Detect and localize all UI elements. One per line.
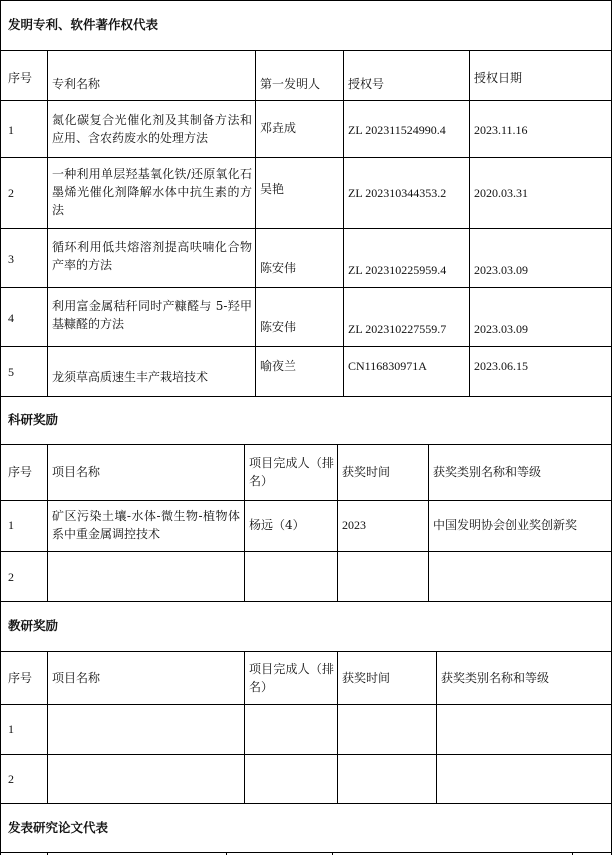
rule — [0, 50, 612, 51]
research-time: 2023 — [342, 518, 366, 532]
col-header-name: 项目名称 — [52, 671, 101, 685]
row-no: 5 — [8, 365, 14, 379]
col-header-no: 序号 — [8, 465, 33, 479]
section-title-research: 科研奖励 — [8, 412, 59, 427]
patent-number: ZL 202310225959.4 — [348, 263, 447, 277]
rule — [47, 651, 48, 803]
rule — [0, 803, 612, 804]
patent-date: 2023.03.09 — [474, 322, 528, 336]
patent-number: ZL 202311524990.4 — [348, 123, 446, 137]
research-award: 中国发明协会创业奖创新奖 — [433, 518, 578, 532]
patent-date: 2020.03.31 — [474, 186, 528, 200]
rule — [0, 287, 612, 288]
rule — [0, 551, 612, 552]
rule — [244, 444, 245, 601]
patent-name: 龙须草高质速生丰产栽培技术 — [52, 370, 209, 384]
rule — [0, 157, 612, 158]
rule — [337, 444, 338, 601]
col-header-inventor: 第一发明人 — [260, 77, 321, 91]
col-header-name: 专利名称 — [52, 77, 101, 91]
row-no: 2 — [8, 570, 14, 584]
patent-number: ZL 202310227559.7 — [348, 322, 447, 336]
col-header-no: 序号 — [8, 671, 33, 685]
patent-number: ZL 202310344353.2 — [348, 186, 447, 200]
row-no: 2 — [8, 186, 14, 200]
col-header-award: 获奖类别名称和等级 — [441, 671, 550, 685]
row-no: 1 — [8, 518, 14, 532]
col-header-time: 获奖时间 — [342, 671, 391, 685]
patent-name: 一种利用单层羟基氧化铁/还原氧化石墨烯光催化剂降解水体中抗生素的方法 — [52, 167, 252, 217]
research-name: 矿区污染土壤-水体-微生物-植物体系中重金属调控技术 — [52, 509, 240, 541]
rule — [0, 444, 612, 445]
rule — [0, 651, 612, 652]
patent-inventor: 邓垚成 — [260, 121, 297, 135]
rule — [0, 396, 612, 397]
rule — [0, 100, 612, 101]
patent-number: CN116830971A — [348, 359, 427, 373]
rule — [428, 444, 429, 601]
rule — [0, 0, 1, 855]
rule — [0, 754, 612, 755]
row-no: 1 — [8, 722, 14, 736]
patent-date: 2023.06.15 — [474, 359, 528, 373]
section-title-teaching: 教研奖励 — [8, 618, 59, 633]
rule — [337, 651, 338, 803]
col-header-no: 序号 — [8, 71, 33, 85]
row-no: 3 — [8, 252, 14, 266]
col-header-number: 授权号 — [348, 77, 385, 91]
rule — [0, 601, 612, 602]
patent-name: 利用富金属秸秆同时产糠醛与 5-羟甲基糠醛的方法 — [52, 299, 252, 331]
col-header-time: 获奖时间 — [342, 465, 391, 479]
patent-inventor: 吴艳 — [260, 182, 285, 196]
rule — [469, 50, 470, 396]
row-no: 1 — [8, 123, 14, 137]
patent-date: 2023.11.16 — [474, 123, 528, 137]
rule — [611, 0, 612, 855]
col-header-award: 获奖类别名称和等级 — [433, 465, 542, 479]
patent-inventor: 陈安伟 — [260, 320, 297, 334]
patent-inventor: 喻夜兰 — [260, 359, 297, 373]
rule — [244, 651, 245, 803]
patent-name: 氮化碳复合光催化剂及其制备方法和应用、含农药废水的处理方法 — [52, 113, 252, 145]
row-no: 4 — [8, 311, 14, 325]
patent-date: 2023.03.09 — [474, 263, 528, 277]
rule — [0, 852, 612, 853]
row-no: 2 — [8, 772, 14, 786]
col-header-name: 项目名称 — [52, 465, 101, 479]
rule — [343, 50, 344, 396]
col-header-date: 授权日期 — [474, 71, 523, 85]
rule — [47, 50, 48, 396]
rule — [436, 651, 437, 803]
research-person: 杨远（4） — [249, 518, 305, 532]
col-header-person: 项目完成人（排名） — [249, 662, 334, 694]
rule — [0, 500, 612, 501]
rule — [0, 228, 612, 229]
col-header-person: 项目完成人（排名） — [249, 456, 334, 488]
rule — [0, 704, 612, 705]
rule — [0, 346, 612, 347]
rule — [47, 444, 48, 601]
patent-inventor: 陈安伟 — [260, 261, 297, 275]
section-title-patents: 发明专利、软件著作权代表 — [8, 17, 159, 32]
section-title-papers: 发表研究论文代表 — [8, 820, 109, 835]
patent-name: 循环利用低共熔溶剂提高呋喃化合物产率的方法 — [52, 240, 252, 272]
rule — [0, 0, 612, 1]
rule — [255, 50, 256, 396]
